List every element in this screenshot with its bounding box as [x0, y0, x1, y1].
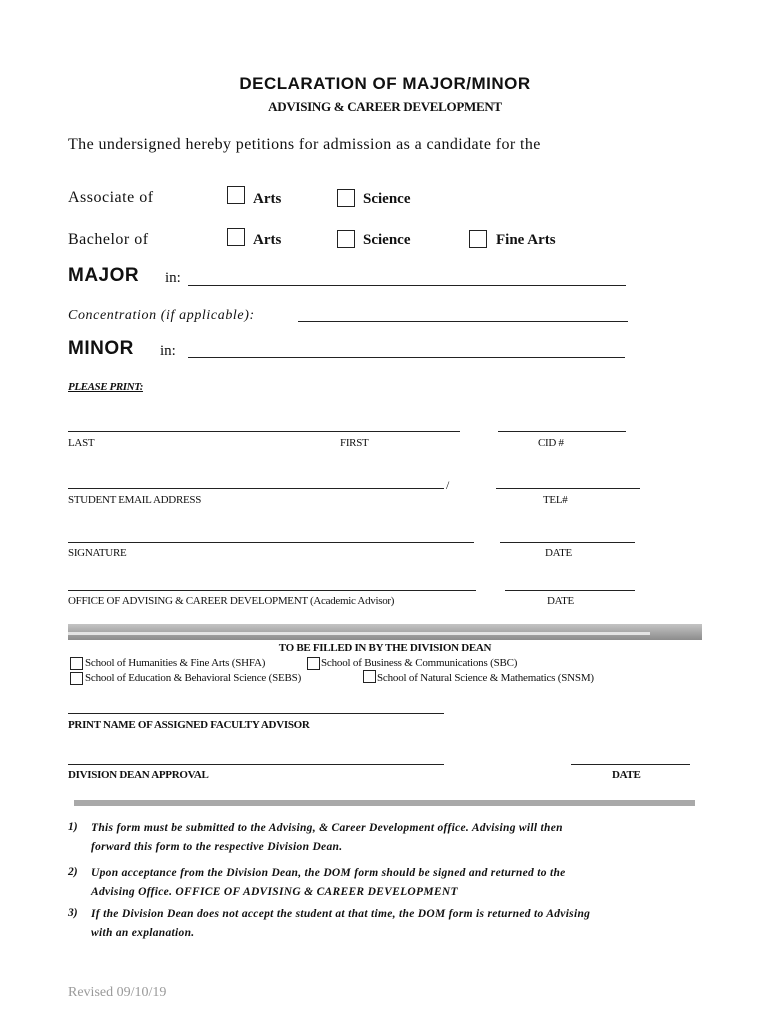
- major-label: MAJOR: [68, 265, 140, 286]
- concentration-input-line[interactable]: [298, 321, 628, 322]
- dean-date-input-line[interactable]: [571, 764, 690, 765]
- dean-section-heading: TO BE FILLED IN BY THE DIVISION DEAN: [278, 642, 492, 654]
- associate-science-label: Science: [363, 191, 411, 207]
- faculty-advisor-label: PRINT NAME OF ASSIGNED FACULTY ADVISOR: [68, 719, 310, 731]
- minor-input-line[interactable]: [188, 357, 625, 358]
- tel-input-line[interactable]: [496, 488, 640, 489]
- shfa-label: School of Humanities & Fine Arts (SHFA): [85, 657, 266, 669]
- email-label: STUDENT EMAIL ADDRESS: [68, 494, 202, 506]
- dean-approval-label: DIVISION DEAN APPROVAL: [68, 769, 209, 781]
- form-title: DECLARATION OF MAJOR/MINOR: [239, 74, 531, 93]
- snsm-checkbox[interactable]: [363, 670, 376, 683]
- dean-approval-input-line[interactable]: [68, 764, 444, 765]
- section-divider-bar: [68, 624, 702, 640]
- bachelor-label: Bachelor of: [68, 231, 149, 248]
- please-print-label: PLEASE PRINT:: [68, 381, 143, 393]
- name-input-line[interactable]: [68, 431, 460, 432]
- shfa-checkbox[interactable]: [70, 657, 83, 670]
- form-subtitle: ADVISING & CAREER DEVELOPMENT: [268, 99, 502, 114]
- sebs-checkbox[interactable]: [70, 672, 83, 685]
- bachelor-science-label: Science: [363, 232, 411, 248]
- intro-text: The undersigned hereby petitions for admission as a candidate for the: [68, 136, 541, 153]
- note-3-number: 3): [68, 907, 78, 919]
- notes-divider-bar: [74, 800, 695, 806]
- sebs-label: School of Education & Behavioral Science (SEBS): [85, 672, 302, 684]
- minor-label: MINOR: [68, 338, 134, 359]
- concentration-label: Concentration (if applicable):: [68, 308, 255, 323]
- signature-date-input-line[interactable]: [500, 542, 635, 543]
- associate-arts-label: Arts: [253, 191, 282, 207]
- bachelor-fine-arts-checkbox[interactable]: [469, 230, 487, 248]
- major-in-label: in:: [165, 270, 181, 286]
- email-input-line[interactable]: [68, 488, 444, 489]
- minor-in-label: in:: [160, 343, 176, 359]
- note-2-line-2: Advising Office. OFFICE OF ADVISING & CAREER DEVELOPMENT: [91, 886, 458, 898]
- office-label: OFFICE OF ADVISING & CAREER DEVELOPMENT (Academic Advisor): [68, 595, 395, 607]
- tel-label: TEL#: [543, 494, 568, 506]
- email-slash: /: [446, 478, 450, 492]
- note-1-line-2: forward this form to the respective Division Dean.: [91, 841, 343, 853]
- note-3-line-1: If the Division Dean does not accept the student at that time, the DOM form is returned to Advising: [91, 908, 591, 920]
- sbc-label: School of Business & Communications (SBC): [321, 657, 518, 669]
- associate-arts-checkbox[interactable]: [227, 186, 245, 204]
- first-name-label: FIRST: [340, 437, 369, 449]
- bachelor-arts-label: Arts: [253, 232, 282, 248]
- associate-science-checkbox[interactable]: [337, 189, 355, 207]
- revised-date: Revised 09/10/19: [68, 985, 167, 1000]
- office-date-label: DATE: [547, 595, 574, 607]
- office-input-line[interactable]: [68, 590, 476, 591]
- note-2-line-1: Upon acceptance from the Division Dean, the DOM form should be signed and returned to the: [91, 867, 566, 879]
- note-1-line-1: This form must be submitted to the Advising, & Career Development office. Advising will then: [91, 822, 563, 834]
- bachelor-science-checkbox[interactable]: [337, 230, 355, 248]
- cid-input-line[interactable]: [498, 431, 626, 432]
- associate-label: Associate of: [68, 189, 154, 206]
- office-date-input-line[interactable]: [505, 590, 635, 591]
- signature-input-line[interactable]: [68, 542, 474, 543]
- bachelor-fine-arts-label: Fine Arts: [496, 232, 556, 248]
- bachelor-arts-checkbox[interactable]: [227, 228, 245, 246]
- dean-date-label: DATE: [612, 769, 641, 781]
- signature-label: SIGNATURE: [68, 547, 127, 559]
- note-3-line-2: with an explanation.: [91, 927, 195, 939]
- snsm-label: School of Natural Science & Mathematics (SNSM): [377, 672, 594, 684]
- major-input-line[interactable]: [188, 285, 626, 286]
- note-1-number: 1): [68, 821, 78, 833]
- faculty-advisor-input-line[interactable]: [68, 713, 444, 714]
- note-2-number: 2): [68, 866, 78, 878]
- signature-date-label: DATE: [545, 547, 572, 559]
- cid-label: CID #: [538, 437, 564, 449]
- last-name-label: LAST: [68, 437, 95, 449]
- sbc-checkbox[interactable]: [307, 657, 320, 670]
